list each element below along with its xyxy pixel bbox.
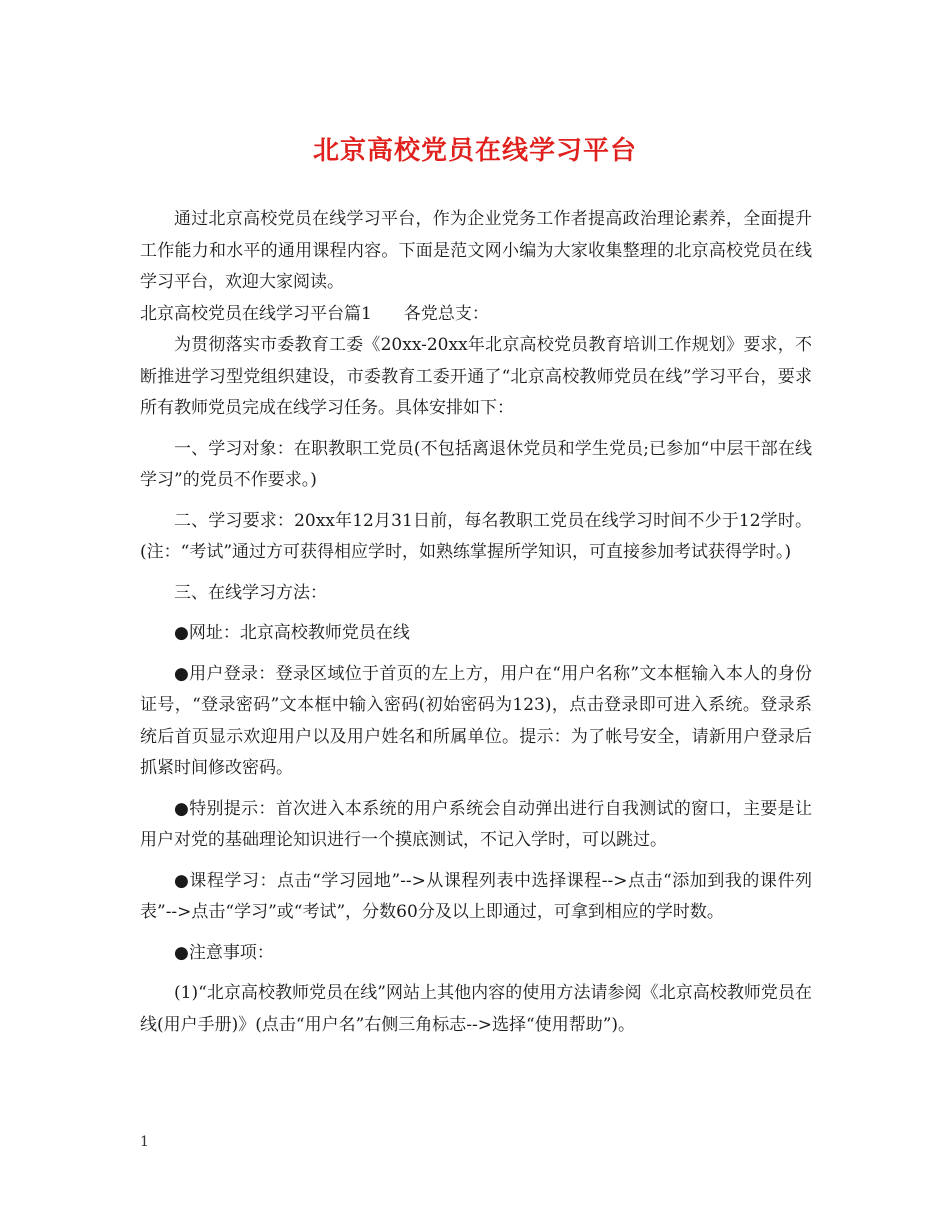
intro-paragraph: 通过北京高校党员在线学习平台，作为企业党务工作者提高政治理论素养，全面提升工作能力和水平的通用课程内容。下面是范文网小编为大家收集整理的北京高校党员在线学习平台，欢迎大家阅读。 (140, 209, 812, 292)
bullet-user-login: ●用户登录：登录区域位于首页的左上方，用户在“用户名称”文本框输入本人的身份证号，“登录密码”文本框中输入密码(初始密码为123)，点击登录即可进入系统。登录系统后首页显示欢迎用户以及用户姓名和所属单位。提示：为了帐号安全，请新用户登录后抓紧时间修改密码。 (140, 663, 812, 778)
page-number: 1 (140, 1134, 149, 1150)
section-heading (140, 299, 812, 331)
paragraph-study-method: 三、在线学习方法： (174, 582, 327, 603)
paragraph-purpose: 为贯彻落实市委教育工委《20xx-20xx年北京高校党员教育培训工作规划》要求，不断推进学习型党组织建设，市委教育工委开通了“北京高校教师党员在线”学习平台，要求所有教师党员完成在线学习任务。具体安排如下： (140, 335, 812, 418)
document-title: 北京高校党员在线学习平台 (312, 136, 637, 166)
bullet-notes: ●注意事项： (174, 942, 274, 963)
paragraph-study-target: 一、学习对象：在职教职工党员(不包括离退休党员和学生党员;已参加“中层干部在线学习”的党员不作要求。) (140, 438, 812, 490)
note-item-1: (1)“北京高校教师党员在线”网站上其他内容的使用方法请参阅《北京高校教师党员在线(用户手册)》(点击“用户名”右侧三角标志-->选择“使用帮助”)。 (140, 983, 812, 1035)
document-body (140, 204, 812, 1041)
section-heading-addressee: 各党总支： (403, 303, 489, 324)
paragraph-study-requirement: 二、学习要求：20xx年12月31日前，每名教职工党员在线学习时间不少于12学时。(注：“考试”通过方可获得相应学时，如熟练掌握所学知识，可直接参加考试获得学时。) (140, 510, 812, 562)
bullet-course-study: ●课程学习：点击“学习园地”-->从课程列表中选择课程-->点击“添加到我的课件列表”-->点击“学习”或“考试”，分数60分及以上即通过，可拿到相应的学时数。 (140, 870, 812, 922)
bullet-website: ●网址：北京高校教师党员在线 (174, 623, 410, 643)
section-heading-title: 北京高校党员在线学习平台篇1 (140, 303, 372, 324)
bullet-special-notice: ●特别提示：首次进入本系统的用户系统会自动弹出进行自我测试的窗口，主要是让用户对党的基础理论知识进行一个摸底测试，不记入学时，可以跳过。 (140, 798, 812, 850)
